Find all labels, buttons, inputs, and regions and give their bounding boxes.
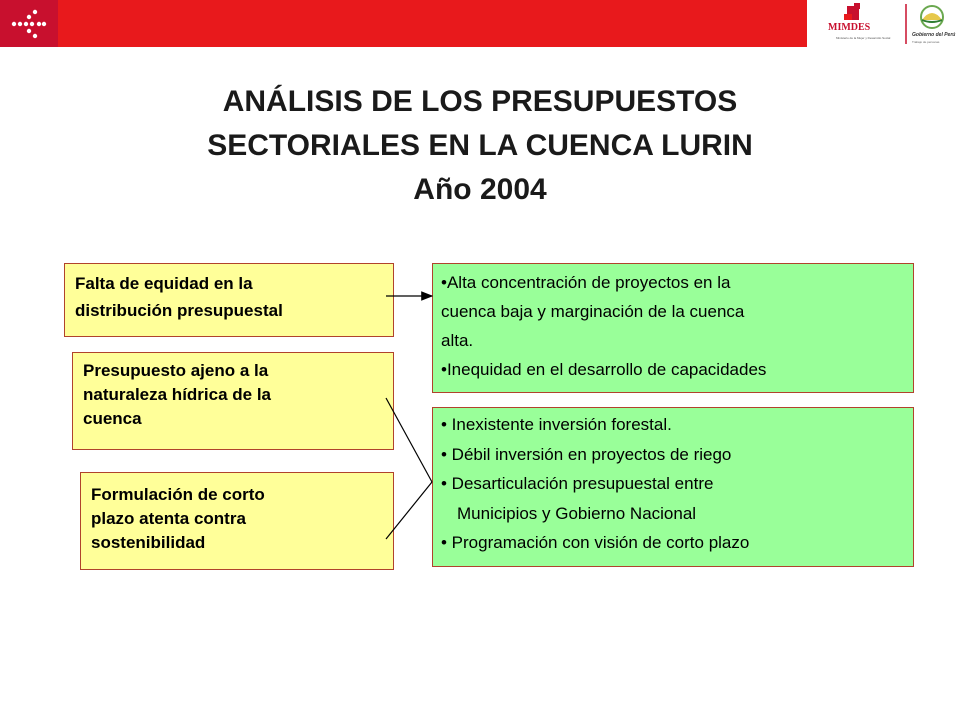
cause-2-line-1: Presupuesto ajeno a la: [83, 361, 269, 380]
peru-logo-subtitle: Trabajo de personas: [912, 40, 940, 44]
effect-1-line-2: cuenca baja y marginación de la cuenca: [441, 302, 745, 321]
cause-2-line-2: naturaleza hídrica de la: [83, 385, 272, 404]
cause-1-line-2: distribución presupuestal: [75, 301, 283, 320]
effect-1-line-4: •Inequidad en el desarrollo de capacidades: [441, 360, 767, 379]
title-line-2: SECTORIALES EN LA CUENCA LURIN: [207, 129, 753, 162]
line-cause2-to-effect2: [386, 398, 432, 482]
cause-2-line-3: cuenca: [83, 409, 142, 428]
cause-3-line-1: Formulación de corto: [91, 485, 265, 504]
effect-2-line-3: • Desarticulación presupuestal entre: [441, 474, 714, 493]
mimdes-logo-subtitle: Ministerio de la Mujer y Desarrollo Social: [836, 36, 891, 40]
cause-3-line-3: sostenibilidad: [91, 533, 206, 552]
effect-2-line-1: • Inexistente inversión forestal.: [441, 415, 672, 434]
cause-1-line-1: Falta de equidad en la: [75, 274, 253, 293]
effect-1-line-1: •Alta concentración de proyectos en la: [441, 273, 731, 292]
effect-2-line-4: Municipios y Gobierno Nacional: [457, 503, 697, 523]
effect-1-line-3: alta.: [441, 331, 474, 350]
line-cause3-to-effect2: [386, 482, 432, 539]
cause-3-line-2: plazo atenta contra: [91, 509, 246, 528]
peru-logo-text: Gobierno del Perú: [912, 32, 956, 38]
mimdes-logo-text: MIMDES: [828, 22, 871, 33]
title-line-1: ANÁLISIS DE LOS PRESUPUESTOS: [222, 85, 738, 118]
title-line-3: Año 2004: [413, 173, 547, 206]
effect-2-line-2: • Débil inversión en proyectos de riego: [441, 444, 732, 464]
effect-2-line-5: • Programación con visión de corto plazo: [441, 533, 750, 552]
